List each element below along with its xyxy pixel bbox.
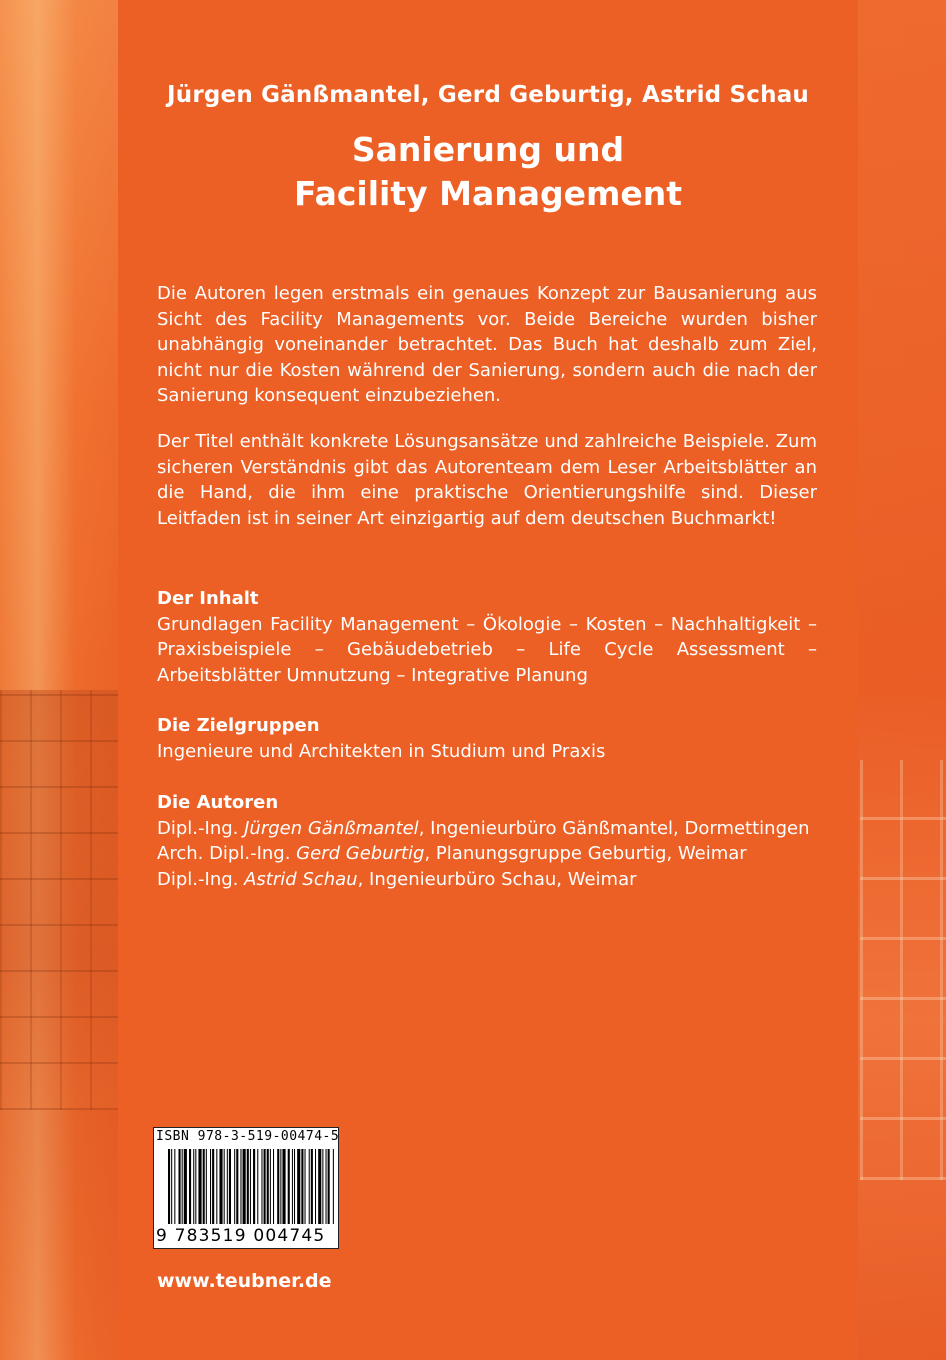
- section-autoren: [157, 790, 817, 892]
- barcode-bar: [318, 1149, 321, 1224]
- authors-line: Jürgen Gänßmantel, Gerd Geburtig, Astrid Schau: [166, 82, 809, 108]
- barcode-bar: [219, 1149, 222, 1224]
- barcode-bar: [264, 1149, 266, 1224]
- barcode-bars: [168, 1149, 334, 1224]
- window-frame-image: [860, 760, 946, 1180]
- barcode-bar: [309, 1149, 310, 1224]
- section-inhalt: [157, 586, 817, 688]
- title-line-1: Sanierung und: [351, 130, 625, 169]
- barcode-bar: [229, 1149, 231, 1224]
- barcode-bar: [305, 1149, 306, 1224]
- barcode-bar: [184, 1149, 187, 1224]
- barcode-bar: [315, 1149, 316, 1224]
- isbn-label: ISBN 978-3-519-00474-5: [156, 1129, 340, 1144]
- barcode-bar: [277, 1149, 279, 1224]
- barcode-bar: [267, 1149, 269, 1224]
- author-1-prefix: Dipl.-Ing.: [157, 817, 239, 839]
- barcode-bar: [179, 1149, 181, 1224]
- barcode-bar: [333, 1149, 334, 1224]
- barcode-bar: [282, 1149, 285, 1224]
- author-1-name: Jürgen Gänßmantel: [244, 817, 419, 839]
- book-title: [118, 128, 858, 216]
- isbn-barcode: [153, 1127, 339, 1249]
- barcode-bar: [212, 1149, 214, 1224]
- author-entry-3: [157, 867, 817, 893]
- author-entry-2: [157, 841, 817, 867]
- barcode-bar: [288, 1149, 290, 1224]
- barcode-bar: [250, 1149, 251, 1224]
- barcode-bar: [311, 1149, 313, 1224]
- author-3-suffix: , Ingenieurbüro Schau, Weimar: [357, 868, 637, 890]
- author-2-prefix: Arch. Dipl.-Ing.: [157, 843, 291, 864]
- title-line-2: Facility Management: [293, 174, 683, 213]
- background-left-image: [0, 0, 120, 1360]
- barcode-bar: [273, 1149, 274, 1224]
- barcode-bar: [227, 1149, 228, 1224]
- description-paragraph-1: Die Autoren legen erstmals ein genaues Konzept zur Bausanierung aus Sicht des Facility Managements vor. Beide Bereiche wurden bisher unabhängig voneinander betrachtet. Das Buch hat deshalb zum Ziel, nicht nur die Kosten während der Sanierung, sondern auch die nach der Sanierung konsequent einzubeziehen.: [157, 283, 817, 406]
- barcode-bar: [189, 1149, 191, 1224]
- barcode-bar: [261, 1149, 262, 1224]
- barcode-bar: [243, 1149, 246, 1224]
- publisher-url: www.teubner.de: [157, 1270, 332, 1292]
- barcode-bar: [174, 1149, 175, 1224]
- barcode-bar: [326, 1149, 327, 1224]
- barcode-bar: [203, 1149, 205, 1224]
- barcode-bar: [322, 1149, 323, 1224]
- section-text-zielgruppen: Ingenieure und Architekten in Studium und Praxis: [157, 740, 606, 762]
- barcode-bar: [297, 1149, 300, 1224]
- barcode-bar: [328, 1149, 330, 1224]
- author-3-name: Astrid Schau: [244, 868, 358, 890]
- section-zielgruppen: [157, 713, 817, 764]
- barcode-bar: [301, 1149, 303, 1224]
- section-heading-inhalt: Der Inhalt: [157, 588, 259, 609]
- barcode-bar: [210, 1149, 211, 1224]
- section-heading-autoren: Die Autoren: [157, 792, 279, 813]
- barcode-bar: [198, 1149, 201, 1224]
- barcode-bar: [270, 1149, 271, 1224]
- building-facade-image: [0, 690, 118, 1110]
- barcode-bar: [168, 1149, 170, 1224]
- section-text-inhalt: Grundlagen Facility Management – Ökologie – Kosten – Nachhaltigkeit – Praxisbeispiele – Gebäudebetrieb – Life Cycle Assessment – Arbeitsblätter Umnutzung – Integrative Planung: [157, 613, 817, 686]
- section-heading-zielgruppen: Die Zielgruppen: [157, 715, 320, 736]
- author-2-suffix: , Planungsgruppe Geburtig, Weimar: [424, 843, 747, 864]
- author-1-suffix: , Ingenieurbüro Gänßmantel, Dormettingen: [418, 817, 810, 839]
- barcode-digits: 9 783519 004745: [156, 1226, 326, 1246]
- barcode-bar: [253, 1149, 255, 1224]
- barcode-bar: [247, 1149, 249, 1224]
- barcode-bar: [294, 1149, 295, 1224]
- barcode-bar: [224, 1149, 225, 1224]
- barcode-bar: [206, 1149, 207, 1224]
- author-3-prefix: Dipl.-Ing.: [157, 868, 239, 890]
- barcode-bar: [182, 1149, 183, 1224]
- description-paragraph-2: Der Titel enthält konkrete Lösungsansätze und zahlreiche Beispiele. Zum sicheren Verständnis gibt das Autorenteam dem Leser Arbeitsblätter an die Hand, die ihm eine praktische Orientierungshilfe sind. Dieser Leitfaden ist in seiner Art einzigartig auf dem deutschen Buchmarkt!: [157, 431, 817, 529]
- author-2-name: Gerd Geburtig: [296, 843, 425, 864]
- barcode-bar: [280, 1149, 281, 1224]
- barcode-bar: [234, 1149, 235, 1224]
- barcode-bar: [195, 1149, 196, 1224]
- author-entry-1: [157, 816, 817, 842]
- barcode-bar: [236, 1149, 238, 1224]
- barcode-bar: [216, 1149, 217, 1224]
- barcode-bar: [292, 1149, 293, 1224]
- barcode-bar: [257, 1149, 258, 1224]
- barcode-bar: [171, 1149, 172, 1224]
- barcode-bar: [193, 1149, 194, 1224]
- background-right-image: [856, 0, 946, 1360]
- barcode-bar: [240, 1149, 241, 1224]
